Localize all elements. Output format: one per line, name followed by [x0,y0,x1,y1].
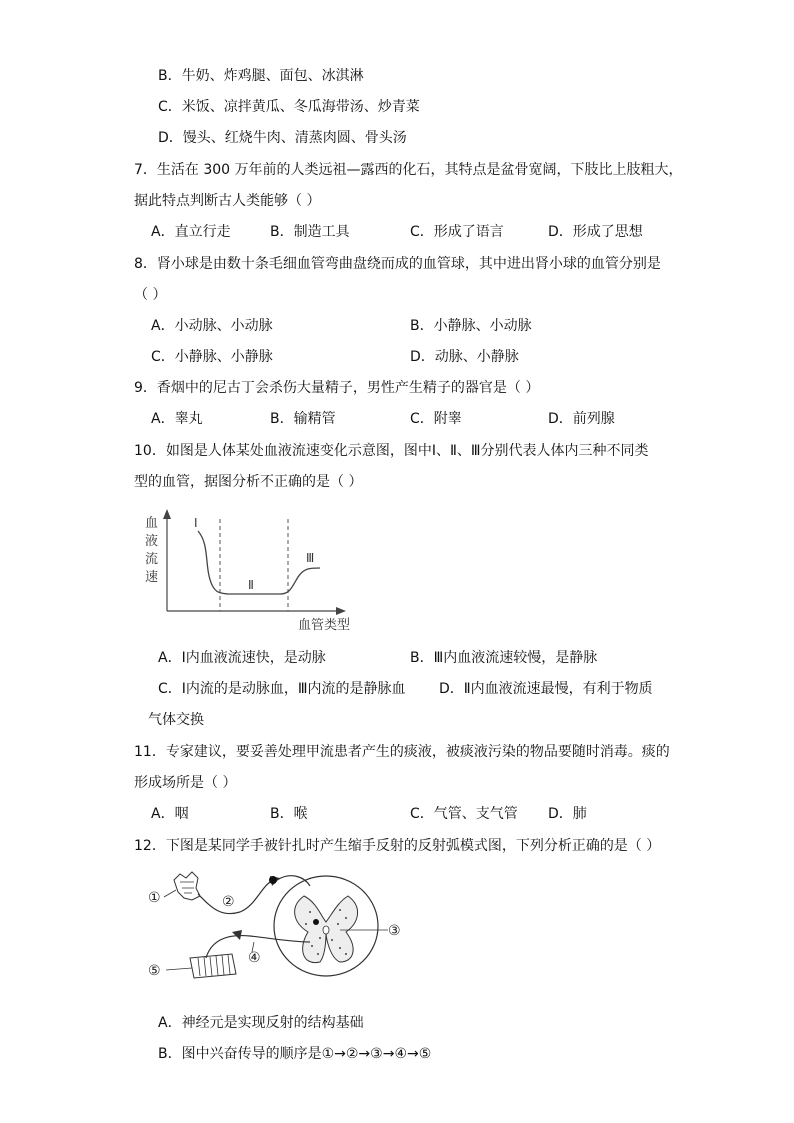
q8-option-a: A．小动脉、小动脉 [151,318,273,334]
q12-option-a: A．神经元是实现反射的结构基础 [158,1015,364,1031]
effector-muscle [190,954,236,978]
q12-option-b: B．图中兴奋传导的顺序是①→②→③→④→⑤ [158,1046,432,1062]
y-axis-char-3: 流 [145,552,159,567]
q7-option-a: A．直立行走 [151,224,231,240]
q8-stem-line2: （ ） [134,287,167,303]
q10-option-d-continued: 气体交换 [148,712,204,728]
q10-stem-line2: 型的血管，据图分析不正确的是（ ） [134,474,363,490]
y-axis-char-1: 血 [145,516,159,531]
q11-option-b: B．喉 [270,806,308,822]
q10-option-b: B．Ⅲ内血液流速较慢，是静脉 [410,650,598,666]
receptor-skin [174,872,200,900]
q11-option-a: A．咽 [151,806,189,822]
q6-option-d: D．馒头、红烧牛肉、清蒸肉圆、骨头汤 [158,130,407,146]
x-axis-label: 血管类型 [298,618,351,633]
q10-stem-line1: 10．如图是人体某处血液流速变化示意图，图中Ⅰ、Ⅱ、Ⅲ分别代表人体内三种不同类 [134,443,649,459]
q10-option-d: D．Ⅱ内血液流速最慢，有利于物质 [439,681,653,697]
vessel-mark-2: Ⅱ [248,578,254,592]
q8-option-b: B．小静脉、小动脉 [410,318,532,334]
vessel-mark-3: Ⅲ [306,551,315,565]
q9-option-c: C．附睾 [410,411,462,427]
q7-option-c: C．形成了语言 [410,224,504,240]
interneuron-dot [313,919,319,925]
q12-stem: 12．下图是某同学手被针扎时产生缩手反射的反射弧模式图，下列分析正确的是（ ） [134,838,661,854]
q8-option-c: C．小静脉、小静脉 [151,349,273,365]
efferent-arrow [232,930,242,940]
q10-option-a: A．Ⅰ内血液流速快，是动脉 [158,650,326,666]
q9-stem: 9．香烟中的尼古丁会杀伤大量精子，男性产生精子的器官是（ ） [134,380,540,396]
label-receptor: ① [148,890,161,906]
q7-stem-line1: 7．生活在 300 万年前的人类远祖—露西的化石，其特点是盆骨宽阔，下肢比上肢粗大， [134,162,683,178]
q11-stem-line1: 11．专家建议，要妥善处理甲流患者产生的痰液，被痰液污染的物品要随时消毒。痰的 [134,744,670,760]
flow-curve [198,531,320,594]
q6-option-b: B．牛奶、炸鸡腿、面包、冰淇淋 [158,68,364,84]
blood-flow-figure [140,505,370,635]
reflex-arc-figure [140,862,410,992]
y-axis-char-2: 液 [145,534,159,549]
vessel-mark-1: Ⅰ [194,516,198,530]
label-effector: ⑤ [148,963,161,979]
q9-option-b: B．输精管 [270,411,336,427]
label-center: ③ [388,923,401,939]
q7-stem-line2: 据此特点判断古人类能够（ ） [134,193,321,209]
y-axis-arrow [163,509,171,519]
q9-option-a: A．睾丸 [151,411,203,427]
q6-option-c: C．米饭、凉拌黄瓜、冬瓜海带汤、炒青菜 [158,99,420,115]
q8-stem-line1: 8．肾小球是由数十条毛细血管弯曲盘绕而成的血管球，其中进出肾小球的血管分别是 [134,256,661,272]
afferent-nerve [198,880,274,914]
label-afferent: ② [222,894,235,910]
q11-stem-line2: 形成场所是（ ） [134,775,237,791]
y-axis-char-4: 速 [145,570,159,585]
q7-option-d: D．形成了思想 [548,224,643,240]
q9-option-d: D．前列腺 [548,411,615,427]
label-efferent: ④ [248,950,261,966]
x-axis-arrow [336,607,346,615]
q11-option-c: C．气管、支气管 [410,806,518,822]
spinal-cord [274,876,378,976]
q10-option-c: C．Ⅰ内流的是动脉血，Ⅲ内流的是静脉血 [158,681,406,697]
ganglion-dot [269,876,277,884]
q11-option-d: D．肺 [548,806,587,822]
q8-option-d: D．动脉、小静脉 [410,349,519,365]
q7-option-b: B．制造工具 [270,224,350,240]
